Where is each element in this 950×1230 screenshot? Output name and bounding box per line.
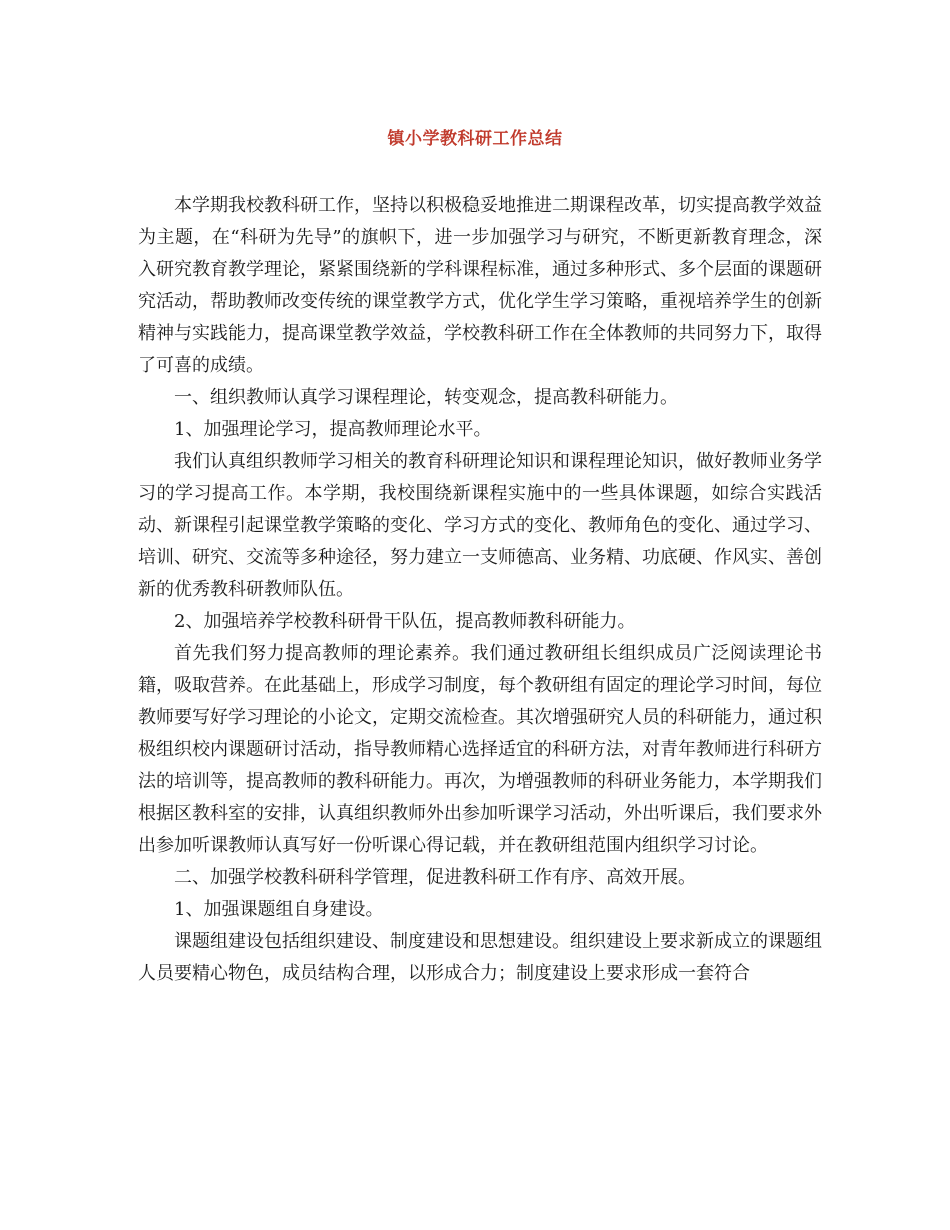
heading-section-1: 一、组织教师认真学习课程理论，转变观念，提高教科研能力。 xyxy=(174,387,678,408)
heading-subsection-2-1: 1、加强课题组自身建设。 xyxy=(174,899,384,920)
document-title: 镇小学教科研工作总结 xyxy=(387,129,563,149)
paragraph-intro: 本学期我校教科研工作，坚持以积极稳妥地推进二期课程改革，切实提高教学效益为主题，在“科研为先导”的旗帜下，进一步加强学习与研究，不断更新教育理念，深入研究教育教学理论，紧紧围绕新的学科课程标准，通过多种形式、多个层面的课题研究活动，帮助教师改变传统的课堂教学方式，优化学生学习策略，重视培养学生的创新精神与实践能力，提高课堂教学效益，学校教科研工作在全体教师的共同努力下，取得了可喜的成绩。 xyxy=(138,195,822,376)
heading-section-2: 二、加强学校教科研科学管理，促进教科研工作有序、高效开展。 xyxy=(174,867,696,888)
document-body xyxy=(138,190,822,990)
paragraph-theory-study: 我们认真组织教师学习相关的教育科研理论知识和课程理论知识，做好教师业务学习的学习提高工作。本学期，我校围绕新课程实施中的一些具体课题，如综合实践活动、新课程引起课堂教学策略的变化、学习方式的变化、教师角色的变化、通过学习、培训、研究、交流等多种途径，努力建立一支师德高、业务精、功底硬、作风实、善创新的优秀教科研教师队伍。 xyxy=(138,451,822,600)
heading-subsection-1-1: 1、加强理论学习，提高教师理论水平。 xyxy=(174,419,492,440)
heading-subsection-1-2: 2、加强培养学校教科研骨干队伍，提高教师教科研能力。 xyxy=(174,611,636,632)
paragraph-group-building: 课题组建设包括组织建设、制度建设和思想建设。组织建设上要求新成立的课题组人员要精心物色，成员结构合理，以形成合力；制度建设上要求形成一套符合 xyxy=(138,931,822,984)
paragraph-backbone-team: 首先我们努力提高教师的理论素养。我们通过教研组长组织成员广泛阅读理论书籍，吸取营养。在此基础上，形成学习制度，每个教研组有固定的理论学习时间，每位教师要写好学习理论的小论文，定期交流检查。其次增强研究人员的科研能力，通过积极组织校内课题研讨活动，指导教师精心选择适宜的科研方法，对青年教师进行科研方法的培训等，提高教师的教科研能力。再次，为增强教师的科研业务能力，本学期我们根据区教科室的安排，认真组织教师外出参加听课学习活动，外出听课后，我们要求外出参加听课教师认真写好一份听课心得记载，并在教研组范围内组织学习讨论。 xyxy=(138,643,822,856)
